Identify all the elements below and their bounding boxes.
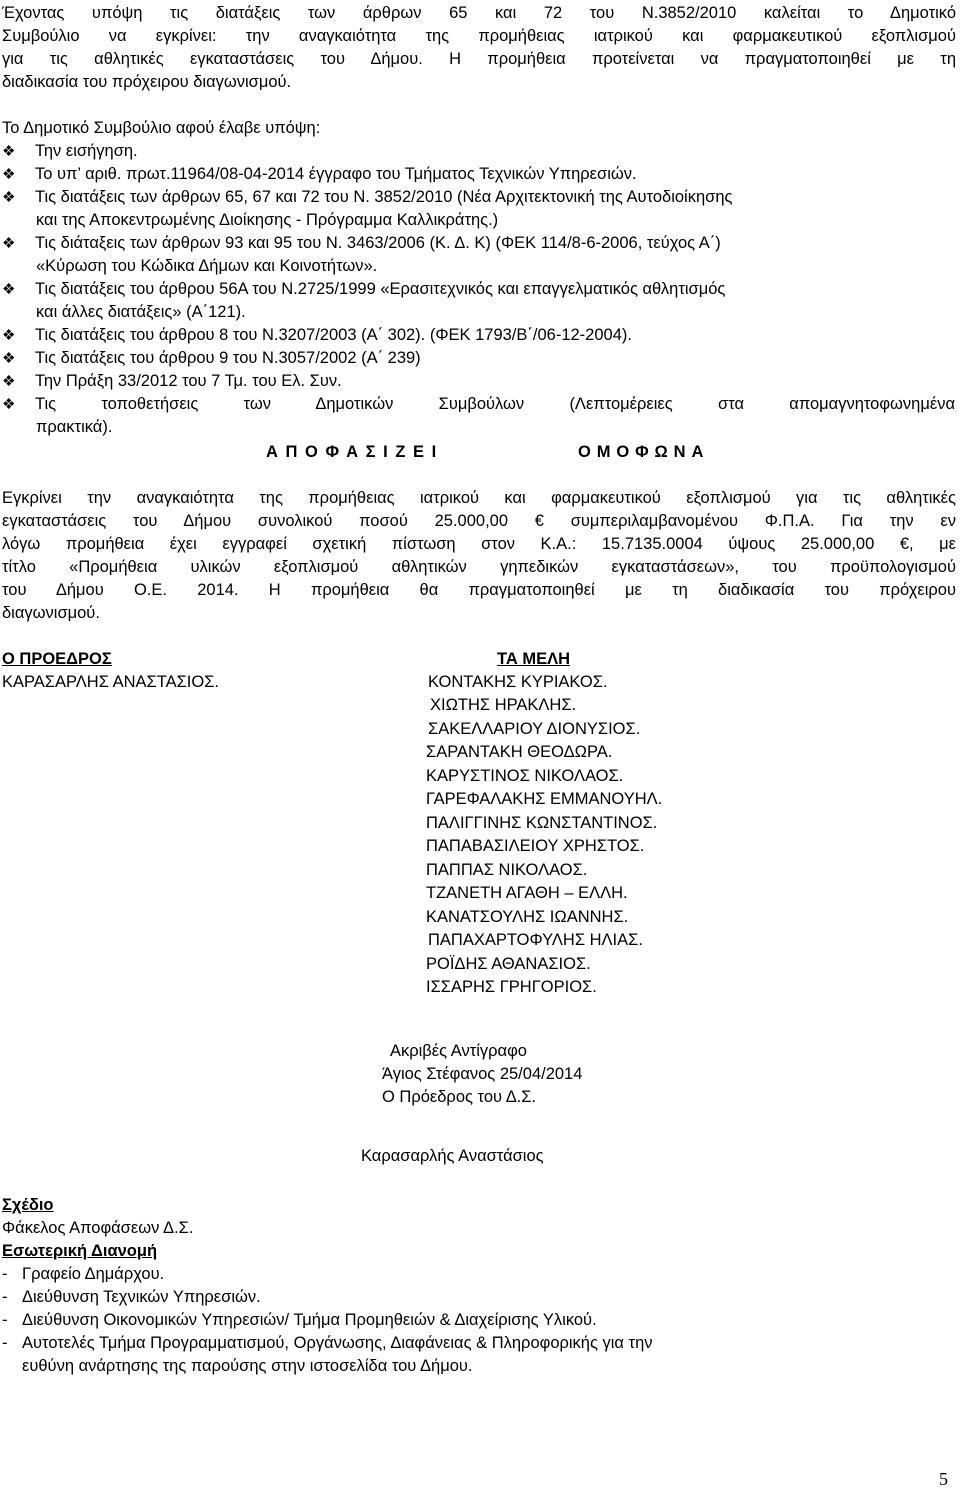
list-item-text: Τις τοποθετήσεις των Δημοτικών Συμβούλων (Λεπτομέρειες στα απομαγνητοφωνημένα bbox=[35, 395, 955, 413]
list-item bbox=[2, 347, 956, 370]
member-name: ΙΣΣΑΡΗΣ ΓΡΗΓΟΡΙΟΣ. bbox=[426, 978, 597, 996]
distribution-item: - Διεύθυνση Τεχνικών Υπηρεσιών. bbox=[2, 1287, 261, 1306]
diamond-bullet-icon: ❖ bbox=[2, 327, 16, 344]
member-name: ΠΑΛΙΓΓΙΝΗΣ ΚΩΝΣΤΑΝΤΙΝΟΣ. bbox=[426, 813, 658, 832]
list-item-continuation: «Κύρωση του Κώδικα Δήμων και Κοινοτήτων». bbox=[36, 257, 378, 275]
member-name: ΚΑΡΥΣΤΙΝΟΣ ΝΙΚΟΛΑΟΣ. bbox=[426, 766, 624, 785]
member-name: ΣΑΡΑΝΤΑΚΗ ΘΕΟΔΩΡΑ. bbox=[426, 743, 613, 761]
distribution-item-continuation: ευθύνη ανάρτησης της παρούσης στην ιστοσελίδα του Δήμου. bbox=[22, 1356, 473, 1375]
list-item-continuation: και της Αποκεντρωμένης Διοίκησης - Πρόγραμμα Καλλικράτης.) bbox=[36, 211, 499, 229]
distribution-item: - Αυτοτελές Τμήμα Προγραμματισμού, Οργάνωσης, Διαφάνειας & Πληροφορικής για την bbox=[2, 1333, 653, 1352]
distribution-item-text: Διεύθυνση Τεχνικών Υπηρεσιών. bbox=[22, 1287, 261, 1306]
member-name: ΤΖΑΝΕΤΗ ΑΓΑΘΗ – ΕΛΛΗ. bbox=[426, 884, 628, 902]
list-item bbox=[2, 278, 956, 301]
member-name: ΠΑΠΑΒΑΣΙΛΕΙΟΥ ΧΡΗΣΤΟΣ. bbox=[426, 837, 645, 855]
certifier-name: Καρασαρλής Αναστάσιος bbox=[361, 1146, 544, 1165]
list-item-text: Τις διατάξεις των άρθρων 65, 67 και 72 του Ν. 3852/2010 (Νέα Αρχιτεκτονική της Αυτοδιοίκησης bbox=[35, 188, 733, 206]
diamond-bullet-icon: ❖ bbox=[2, 143, 16, 160]
resolution-line: τίτλο «Προμήθεια υλικών εξοπλισμού αθλητικών γηπεδικών εγκαταστάσεων», του προϋπολογισμού bbox=[2, 558, 956, 576]
list-item-text: Την Πράξη 33/2012 του 7 Τμ. του Ελ. Συν. bbox=[35, 372, 342, 390]
list-item-text: Τις διάταξεις των άρθρων 93 και 95 του Ν. 3463/2006 (Κ. Δ. Κ) (ΦΕΚ 114/8-6-2006, τεύχος Α΄) bbox=[35, 234, 721, 252]
decision-qualifier: ΟΜΟΦΩΝΑ bbox=[578, 443, 710, 461]
certification-block bbox=[0, 1040, 960, 1168]
member-name: ΠΑΠΑΧΑΡΤΟΦΥΛΗΣ ΗΛΙΑΣ. bbox=[428, 931, 643, 949]
president-name: ΚΑΡΑΣΑΡΛΗΣ ΑΝΑΣΤΑΣΙΟΣ. bbox=[2, 673, 219, 691]
list-item bbox=[2, 324, 956, 347]
member-name: ΡΟΪΔΗΣ ΑΘΑΝΑΣΙΟΣ. bbox=[426, 954, 591, 973]
resolution-line: του Δήμου Ο.Ε. 2014. Η προμήθεια θα πραγματοποιηθεί με τη διαδικασία του πρόχειρου bbox=[2, 581, 956, 599]
list-item bbox=[2, 232, 956, 255]
members-label: ΤΑ ΜΕΛΗ bbox=[497, 650, 571, 668]
distribution-item: - Διεύθυνση Οικονομικών Υπηρεσιών/ Τμήμα Προμηθειών & Διαχείρισης Υλικού. bbox=[2, 1310, 597, 1329]
draft-label: Σχέδιο bbox=[2, 1195, 54, 1214]
diamond-bullet-icon: ❖ bbox=[2, 189, 16, 206]
resolution-line: Εγκρίνει την αναγκαιότητα της προμήθειας ιατρικού και φαρμακευτικού εξοπλισμού για τις αθλητικές bbox=[2, 489, 956, 507]
folder-label: Φάκελος Αποφάσεων Δ.Σ. bbox=[2, 1218, 194, 1237]
considered-section bbox=[0, 117, 960, 439]
diamond-bullet-icon: ❖ bbox=[2, 396, 16, 413]
member-name: ΠΑΠΠΑΣ ΝΙΚΟΛΑΟΣ. bbox=[426, 860, 588, 879]
list-item bbox=[2, 186, 956, 209]
distribution-item-text: Αυτοτελές Τμήμα Προγραμματισμού, Οργάνωσης, Διαφάνειας & Πληροφορικής για την bbox=[22, 1333, 653, 1352]
list-item-continuation: και άλλες διατάξεις» (Α΄121). bbox=[36, 303, 246, 321]
diamond-bullet-icon: ❖ bbox=[2, 166, 16, 183]
list-item-text: Τις διατάξεις του άρθρου 9 του Ν.3057/2002 (Α΄ 239) bbox=[35, 349, 421, 367]
signature-first-row bbox=[0, 671, 960, 694]
president-label: Ο ΠΡΟΕΔΡΟΣ bbox=[2, 650, 112, 668]
member-name: ΚΟΝΤΑΚΗΣ ΚΥΡΙΑΚΟΣ. bbox=[428, 673, 608, 691]
decision-heading bbox=[0, 441, 960, 464]
signature-labels bbox=[0, 648, 960, 671]
page-number: 5 bbox=[939, 1469, 948, 1489]
resolution-line: διαγωνισμού. bbox=[2, 604, 100, 622]
list-item-continuation: πρακτικά). bbox=[36, 418, 113, 436]
distribution-item-text: Διεύθυνση Οικονομικών Υπηρεσιών/ Τμήμα Προμηθειών & Διαχείρισης Υλικού. bbox=[22, 1310, 597, 1329]
list-item-text: Το υπ’ αριθ. πρωτ.11964/08-04-2014 έγγραφο του Τμήματος Τεχνικών Υπηρεσιών. bbox=[35, 165, 637, 183]
list-item bbox=[2, 140, 956, 163]
resolution-line: λόγω προμήθεια έχει εγγραφεί σχετική πίστωση στον Κ.Α.: 15.7135.0004 ύψους 25.000,00 €, με bbox=[2, 535, 956, 553]
member-name: ΧΙΩΤΗΣ ΗΡΑΚΛΗΣ. bbox=[430, 696, 577, 714]
list-item bbox=[2, 163, 956, 186]
certifier-role: Ο Πρόεδρος του Δ.Σ. bbox=[382, 1087, 537, 1106]
decision-word: ΑΠΟΦΑΣΙΖΕΙ bbox=[266, 443, 444, 461]
intro-line: διαδικασία του πρόχειρου διαγωνισμού. bbox=[2, 73, 292, 91]
diamond-bullet-icon: ❖ bbox=[2, 281, 16, 298]
list-item-text: Τις διατάξεις του άρθρου 56Α του Ν.2725/1999 «Ερασιτεχνικός και επαγγελματικός αθλητισμός bbox=[35, 280, 726, 298]
intro-line: Έχοντας υπόψη τις διατάξεις των άρθρων 65 και 72 του Ν.3852/2010 καλείται το Δημοτικό bbox=[2, 4, 956, 22]
list-item-text: Την εισήγηση. bbox=[35, 142, 138, 160]
intro-paragraph bbox=[0, 2, 960, 94]
internal-distribution-label: Εσωτερική Διανομή bbox=[2, 1241, 158, 1260]
document-page bbox=[0, 2, 960, 1378]
resolution-line: εγκαταστάσεις του Δήμου συνολικού ποσού 25.000,00 € συμπεριλαμβανομένου Φ.Π.Α. Για την εν bbox=[2, 512, 956, 530]
member-name: ΚΑΝΑΤΣΟΥΛΗΣ ΙΩΑΝΝΗΣ. bbox=[426, 907, 629, 926]
list-item-text: Τις διατάξεις του άρθρου 8 του Ν.3207/2003 (Α΄ 302). (ΦΕΚ 1793/Β΄/06-12-2004). bbox=[35, 326, 632, 344]
members-list bbox=[0, 694, 960, 1000]
list-item bbox=[2, 370, 956, 393]
place-date: Άγιος Στέφανος 25/04/2014 bbox=[382, 1064, 583, 1083]
distribution-section bbox=[0, 1194, 960, 1378]
list-item bbox=[2, 393, 956, 416]
member-name: ΣΑΚΕΛΛΑΡΙΟΥ ΔΙΟΝΥΣΙΟΣ. bbox=[428, 719, 641, 738]
distribution-item: - Γραφείο Δημάρχου. bbox=[2, 1264, 165, 1283]
true-copy-label: Ακριβές Αντίγραφο bbox=[390, 1041, 527, 1060]
resolution-paragraph bbox=[0, 487, 960, 625]
intro-line: για τις αθλητικές εγκαταστάσεις του Δήμου. Η προμήθεια προτείνεται να πραγματοποιηθεί με τη bbox=[2, 50, 956, 68]
intro-line: Συμβούλιο να εγκρίνει: την αναγκαιότητα της προμήθειας ιατρικού και φαρμακευτικού εξοπλισμού bbox=[2, 27, 956, 45]
considered-heading: Το Δημοτικό Συμβούλιο αφού έλαβε υπόψη: bbox=[2, 119, 321, 137]
diamond-bullet-icon: ❖ bbox=[2, 235, 16, 252]
diamond-bullet-icon: ❖ bbox=[2, 350, 16, 367]
diamond-bullet-icon: ❖ bbox=[2, 373, 16, 390]
distribution-item-text: Γραφείο Δημάρχου. bbox=[22, 1264, 165, 1283]
member-name: ΓΑΡΕΦΑΛΑΚΗΣ ΕΜΜΑΝΟΥΗΛ. bbox=[426, 790, 663, 808]
